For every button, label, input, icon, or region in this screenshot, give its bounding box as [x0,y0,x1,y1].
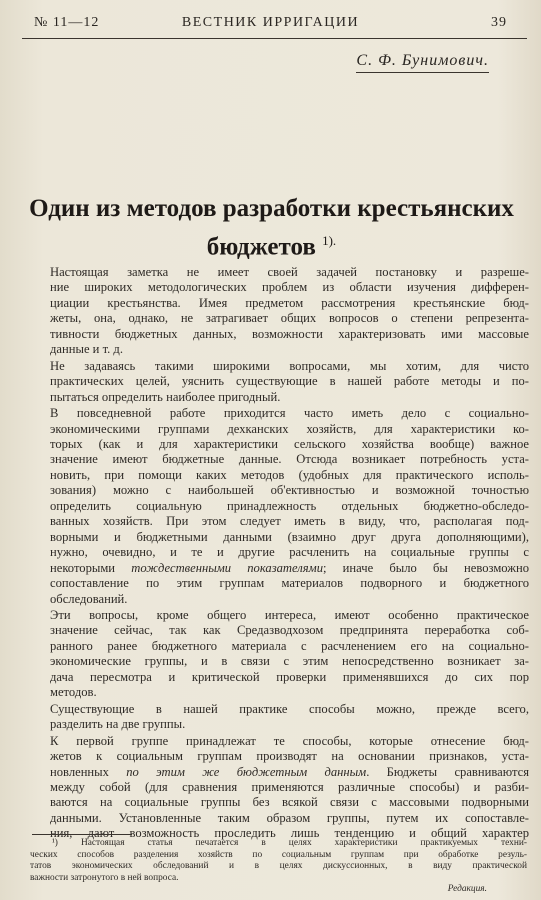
text-line: зования) можно с наибольшей об'ективностью и возможной точностью [50,483,529,498]
issue-number: № 11—12 [34,15,100,30]
text-line: методов. [50,685,97,700]
text-line: ческих способов разделения хозяйств по социальным группам при обработке резуль- [30,849,527,860]
journal-name: ВЕСТНИК ИРРИГАЦИИ [181,15,360,30]
text-line: ванных хозяйств. При этом следует иметь в виду, что, располагая под- [50,514,529,529]
title-footnote-mark: 1). [322,233,337,248]
text-line: ваются на социальные группы без всякой связи с массовыми подворными [50,795,529,810]
text-run: новленных [50,764,127,779]
page-number: 39 [491,15,507,30]
text-line: между собой (для сравнения применяются различные способы) и разби- [50,779,529,794]
paragraph-6-lines-c [28,780,529,842]
text-line: К первой группе принадлежат те способы, которые отнесение бюд- [50,733,529,748]
text-line: определить социальную принадлежность отдельных бюджетно-обследо- [50,498,529,513]
footnote [30,838,527,896]
text-line: данные и т. д. [50,342,123,357]
title-line-2-text: бюджетов [206,233,316,261]
paragraph-3-lines-a [28,406,529,561]
paragraph-6-mixed-line [28,765,529,780]
paragraph-3-lines-c [28,576,529,607]
text-line: жетов к социальным группам производят на основании признаков, уста- [50,749,529,764]
text-line: важности затронутого в ней вопроса. [30,872,179,883]
italic-emphasis: тождественными показателями [131,560,323,575]
text-line: данными. Установленные таким образом группы, путем их сопоставле- [50,810,529,825]
text-line: Не задаваясь такими широкими вопросами, мы хотим, для чисто [50,358,529,373]
text-line: тивности бюджетных данных, возможности характеризовать ими массовые [50,326,529,341]
text-line: новить, при помощи каких методов (удобных для практического исполь- [50,467,529,482]
text-line: циации крестьянства. Имея предметом рассмотрения крестьянские бюд- [50,295,529,310]
text-line: значение сейчас, так как Средазводхозом предпринята переработка соб- [50,623,529,638]
text-line: ние широких методологических проблем из области изучения дифферен- [50,280,529,295]
footnote-rule [32,834,132,835]
italic-emphasis: по этим же бюджетным данным [126,764,367,779]
paragraph-6-lines-a [28,734,529,765]
footnote-signature: Редакция. [447,884,487,895]
text-line: пытаться определить наиболее пригодный. [50,389,281,404]
text-line: ранного ранее бюджетного материала с расчленением его на социально- [50,638,529,653]
paragraph-3 [28,406,529,607]
text-line: сопоставление по этим группам материалов подворного и бюджетного [50,576,529,591]
paragraph-6 [28,734,529,842]
paragraph-2 [28,359,529,405]
title-line-1: Один из методов разработки крестьянских [29,195,514,222]
running-head [34,15,507,35]
text-line: практических целей, уяснить существующие в нашей работе методы и по- [50,374,529,389]
paragraph-4 [28,608,529,701]
text-line: татов экономических обследований и в целях дискуссионных, в виду практической [30,861,527,872]
article-title [14,193,529,263]
text-line: В повседневной работе приходится часто иметь дело с социально- [50,406,529,421]
text-run: некоторыми [50,560,132,575]
text-line: ния, дают возможность проследить лишь тенденцию и общий характер [50,826,529,841]
paragraph-1 [28,265,529,358]
paragraph-3-mixed-line [28,561,529,576]
header-rule [22,38,527,39]
title-line-2 [14,225,529,263]
text-line: разделить на две группы. [50,717,186,732]
text-line: ¹) Настоящая статья печатается в целях характеристики практикуемых техни- [52,838,527,848]
article-body [28,265,529,842]
text-line: нужно, очевидно, и те и другие расчленить на социальные группы с [50,545,529,560]
text-run: ; иначе было бы невозможно [323,560,529,575]
footnote-lines [30,838,527,884]
text-line: ворными и бюджетными данными (взаимно друг друга дополняющими), [50,529,529,544]
text-line: жеты, она, однако, не затрагивает общих вопросов о степени репрезента- [50,311,529,326]
text-line: дача пересмотра и критической проверки применявшихся до сих пор [50,669,529,684]
text-line: экономическими группами дехканских хозяйств, для характеристики ко- [50,421,529,436]
text-line: обследований. [50,591,128,606]
text-line: Существующие в нашей практике способы можно, прежде всего, [50,701,529,716]
text-line: Настоящая заметка не имеет своей задачей постановку и разреше- [50,265,529,279]
text-line: торых (как и для характеристики сельского хозяйства вообще) важное [50,436,529,451]
paragraph-5 [28,702,529,733]
text-line: Эти вопросы, кроме общего интереса, имеют особенно практическое [50,607,529,622]
text-line: экономические группы, и в связи с этим непосредственно возникает за- [50,654,529,669]
text-run: . Бюджеты сравниваются [366,764,529,779]
author-name: С. Ф. Бунимович. [356,52,489,73]
text-line: значение имеют бюджетные данные. Отсюда возникает потребность уста- [50,452,529,467]
